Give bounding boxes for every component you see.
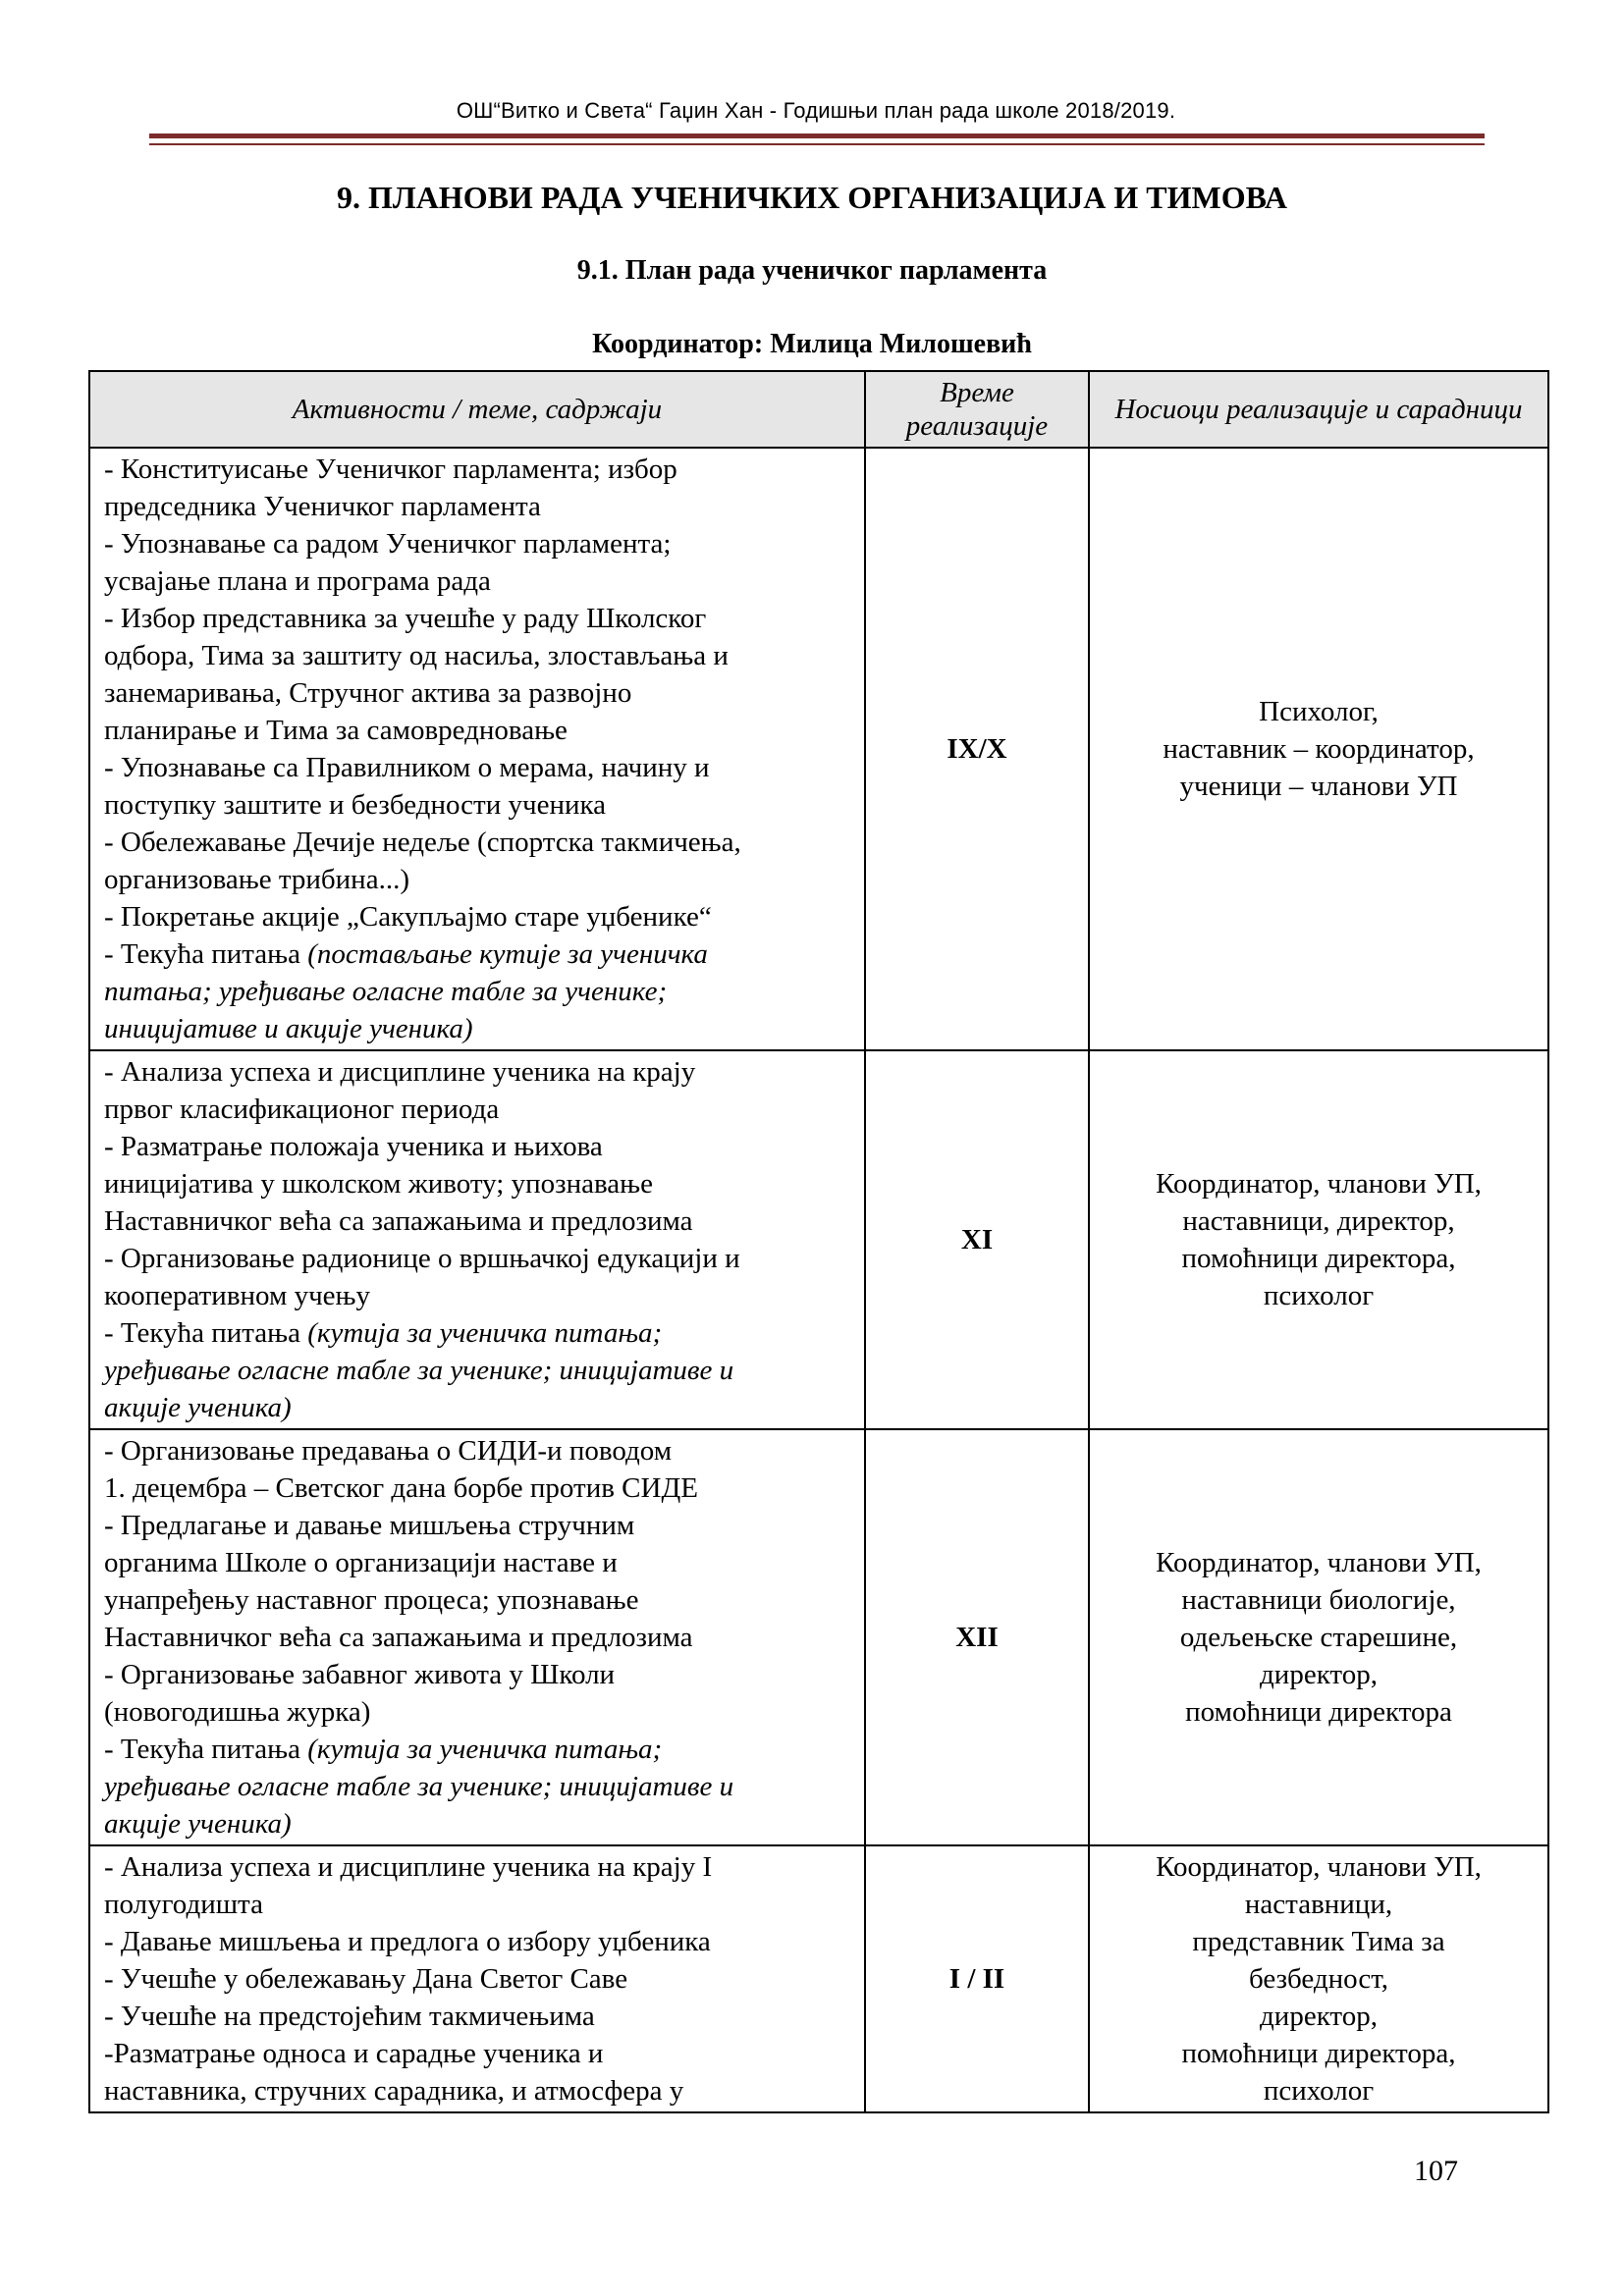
activity-text: планирање и Тима за самовредновање	[104, 715, 568, 746]
activity-line	[104, 1693, 858, 1731]
activity-line	[104, 973, 858, 1010]
activity-text: - Конституисање Ученичког парламента; избор	[104, 454, 677, 485]
activity-text: занемаривања, Стручног актива за развојно	[104, 677, 632, 709]
activity-line	[104, 637, 858, 674]
activity-line	[104, 1240, 858, 1277]
holder-line: Координатор, чланови УП,	[1156, 1851, 1482, 1883]
holder-line: одељењске старешине,	[1179, 1622, 1458, 1653]
column-header-time: Време реализације	[865, 371, 1089, 448]
activity-line	[104, 488, 858, 525]
time-cell: XII	[865, 1429, 1089, 1845]
running-header: ОШ“Витко и Света“ Гаџин Хан - Годишњи план рада школе 2018/2019.	[456, 98, 1176, 123]
activity-line	[104, 1619, 858, 1656]
activity-text: - Анализа успеха и дисциплине ученика на крају I	[104, 1851, 713, 1883]
holder-line: представник Тима за	[1192, 1926, 1445, 1957]
activity-line	[104, 1768, 858, 1805]
activity-text: -Разматрање односа и сарадње ученика и	[104, 2038, 604, 2069]
activity-line	[104, 935, 858, 973]
activity-text: Наставничког већа са запажањима и предлозима	[104, 1205, 693, 1237]
activity-note: акције ученика)	[104, 1808, 292, 1840]
activity-line	[104, 861, 858, 898]
holder-line: наставници биологије,	[1181, 1584, 1456, 1616]
holders-cell	[1089, 1429, 1548, 1845]
time-cell: IX/X	[865, 448, 1089, 1050]
activity-text: - Организовање радионице о вршњачкој едукацији и	[104, 1243, 740, 1274]
activity-line	[104, 2035, 858, 2072]
activity-line	[104, 1389, 858, 1426]
activity-line	[104, 786, 858, 824]
activity-text: - Текућа питања	[104, 938, 308, 970]
activities-cell	[89, 448, 865, 1050]
activity-note: (кутија за ученичка питања;	[307, 1317, 663, 1349]
holder-line: психолог	[1263, 1280, 1375, 1311]
activity-text: - Упознавање са Правилником о мерама, начину и	[104, 752, 710, 783]
activity-line	[104, 749, 858, 786]
holder-line: Координатор, чланови УП,	[1156, 1168, 1482, 1200]
activity-note: питања; уређивање огласне табле за ученике;	[104, 976, 668, 1007]
activity-line	[104, 1053, 858, 1091]
activity-text: председника Ученичког парламента	[104, 491, 541, 522]
plan-table	[88, 370, 1549, 2113]
holder-line: наставник – координатор,	[1163, 733, 1475, 765]
activity-line	[104, 1848, 858, 1886]
column-header-activities: Активности / теме, садржаји	[89, 371, 865, 448]
activity-text: - Давање мишљења и предлога о избору уџбеника	[104, 1926, 711, 1957]
activity-line	[104, 1202, 858, 1240]
holder-line: Координатор, чланови УП,	[1156, 1547, 1482, 1578]
activity-line	[104, 1805, 858, 1842]
activity-text: - Разматрање положаја ученика и њихова	[104, 1131, 603, 1162]
activities-cell	[89, 1845, 865, 2112]
activity-text: - Текућа питања	[104, 1734, 308, 1765]
holders-cell	[1089, 448, 1548, 1050]
column-header-holders: Носиоци реализације и сарадници	[1089, 371, 1548, 448]
holder-line: директор,	[1260, 2001, 1378, 2032]
coordinator-line: Координатор: Милица Милошевић	[592, 329, 1032, 359]
activity-line	[104, 1469, 858, 1507]
activity-text: одбора, Тима за заштиту од насиља, злостављања и	[104, 640, 729, 671]
holders-cell	[1089, 1050, 1548, 1429]
page-number: 107	[1414, 2155, 1458, 2187]
activity-text: кооперативном учењу	[104, 1280, 371, 1311]
table-row	[89, 448, 1548, 1050]
activity-text: иницијатива у школском животу; упознавање	[104, 1168, 654, 1200]
holder-line: безбедност,	[1248, 1963, 1389, 1995]
activity-note: иницијативе и акције ученика)	[104, 1013, 473, 1044]
activity-line	[104, 525, 858, 562]
holder-line: помоћници директора,	[1181, 2038, 1456, 2069]
activity-line	[104, 1010, 858, 1047]
holder-line: Психолог,	[1259, 696, 1379, 727]
activity-note: (постављање кутије за ученичка	[307, 938, 708, 970]
activity-line	[104, 562, 858, 600]
activity-line	[104, 451, 858, 488]
holder-line: наставници, директор,	[1182, 1205, 1455, 1237]
holder-line: помоћници директора,	[1181, 1243, 1456, 1274]
activity-line	[104, 1886, 858, 1923]
table-row	[89, 1429, 1548, 1845]
activity-line	[104, 1432, 858, 1469]
activity-text: - Организовање предавања о СИДИ-и поводом	[104, 1435, 673, 1467]
activity-line	[104, 1731, 858, 1768]
holder-line: ученици – чланови УП	[1179, 771, 1458, 802]
activity-line	[104, 1165, 858, 1202]
activity-line	[104, 712, 858, 749]
activity-text: - Учешће у обележавању Дана Светог Саве	[104, 1963, 628, 1995]
activity-line	[104, 1656, 858, 1693]
holders-cell	[1089, 1845, 1548, 2112]
activity-text: (новогодишња журка)	[104, 1696, 371, 1728]
table-row	[89, 1050, 1548, 1429]
activity-text: Наставничког већа са запажањима и предлозима	[104, 1622, 693, 1653]
activity-line	[104, 1544, 858, 1581]
activity-line	[104, 600, 858, 637]
activity-text: - Учешће на предстојећим такмичењима	[104, 2001, 595, 2032]
activity-text: - Организовање забавног живота у Школи	[104, 1659, 616, 1690]
activity-text: организовање трибина...)	[104, 864, 409, 895]
activity-text: - Текућа питања	[104, 1317, 308, 1349]
activity-line	[104, 1091, 858, 1128]
holder-line: наставници,	[1244, 1889, 1393, 1920]
activity-text: 1. децембра – Светског дана борбе против СИДЕ	[104, 1472, 698, 1504]
table-header-row	[89, 371, 1548, 448]
activity-line	[104, 898, 858, 935]
activity-text: - Предлагање и давање мишљења стручним	[104, 1510, 635, 1541]
holder-line: помоћници директора	[1185, 1696, 1452, 1728]
activity-line	[104, 2072, 858, 2109]
activity-line	[104, 824, 858, 861]
activity-line	[104, 1960, 858, 1998]
activity-text: органима Школе о организацији наставе и	[104, 1547, 618, 1578]
holder-line: психолог	[1263, 2075, 1375, 2107]
header-rule-thick	[149, 133, 1485, 138]
activity-text: - Анализа успеха и дисциплине ученика на крају	[104, 1056, 696, 1088]
activity-line	[104, 1581, 858, 1619]
activity-note: акције ученика)	[104, 1392, 292, 1423]
activity-text: унапређењу наставног процеса; упознавање	[104, 1584, 639, 1616]
header-rule-thin	[149, 143, 1485, 145]
time-cell: XI	[865, 1050, 1089, 1429]
activity-text: поступку заштите и безбедности ученика	[104, 789, 607, 821]
activity-text: - Обележавање Дечије недеље (спортска такмичења,	[104, 827, 741, 858]
activity-line	[104, 1923, 858, 1960]
activity-note: (кутија за ученичка питања;	[307, 1734, 663, 1765]
holder-line: директор,	[1260, 1659, 1378, 1690]
activity-text: - Упознавање са радом Ученичког парламента;	[104, 528, 672, 560]
section-title: 9. ПЛАНОВИ РАДА УЧЕНИЧКИХ ОРГАНИЗАЦИЈА И ТИМОВА	[336, 180, 1288, 215]
activity-note: уређивање огласне табле за ученике; иницијативе и	[104, 1355, 734, 1386]
time-cell: I / II	[865, 1845, 1089, 2112]
activity-text: полугодишта	[104, 1889, 263, 1920]
subsection-title: 9.1. План рада ученичког парламента	[576, 255, 1048, 286]
activity-line	[104, 1277, 858, 1314]
activity-line	[104, 1507, 858, 1544]
activity-text: усвајање плана и програма рада	[104, 565, 491, 597]
activity-text: - Избор представника за учешће у раду Школског	[104, 603, 707, 634]
activities-cell	[89, 1429, 865, 1845]
table-row	[89, 1845, 1548, 2112]
activity-text: наставника, стручних сарадника, и атмосфера у	[104, 2075, 684, 2107]
activity-note: уређивање огласне табле за ученике; иницијативе и	[104, 1771, 734, 1802]
activity-line	[104, 1314, 858, 1352]
activity-line	[104, 1128, 858, 1165]
activity-text: - Покретање акције „Сакупљајмо старе уџбенике“	[104, 901, 712, 933]
activities-cell	[89, 1050, 865, 1429]
activity-line	[104, 1352, 858, 1389]
activity-line	[104, 674, 858, 712]
activity-text: првог класификационог периода	[104, 1094, 500, 1125]
activity-line	[104, 1998, 858, 2035]
